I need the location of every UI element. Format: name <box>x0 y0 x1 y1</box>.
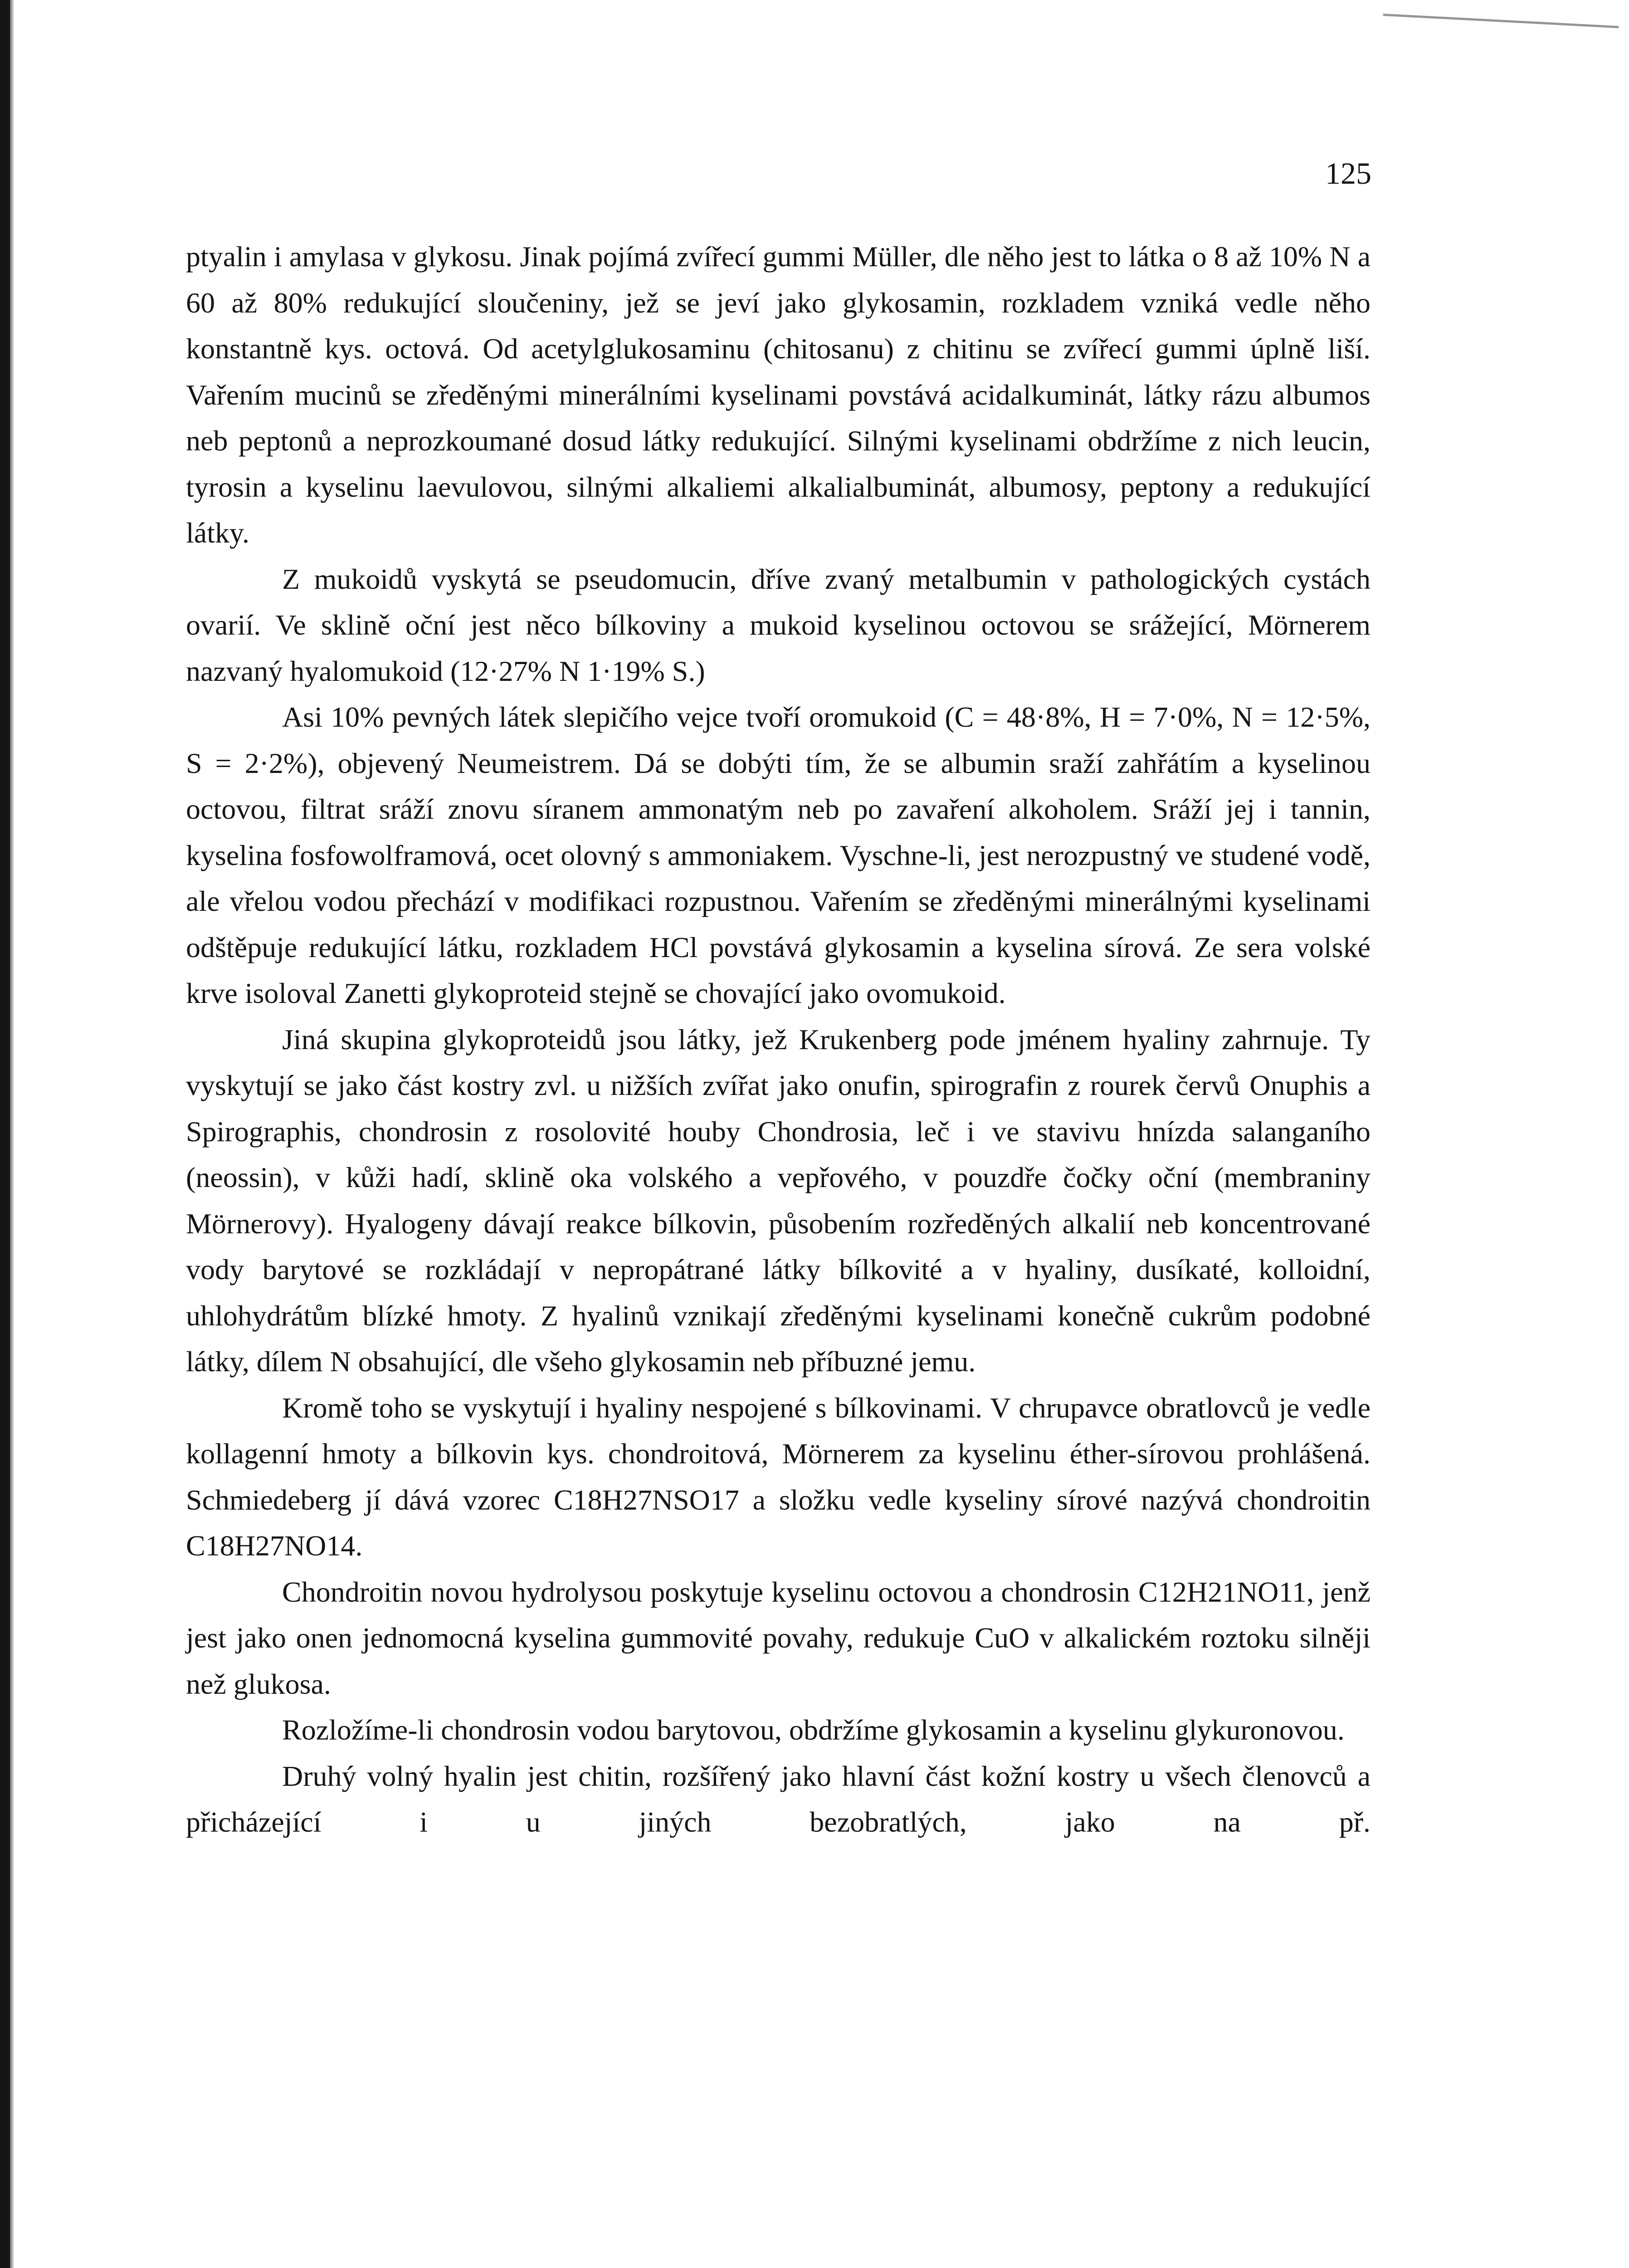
scan-corner-mark <box>1382 14 1619 55</box>
paragraph-6: Chondroitin novou hydrolysou poskytuje kyselinu octovou a chondrosin C12H21NO11, jenž jest jako onen jednomocná kyselina gummovité povahy, redukuje CuO v alkalickém roztoku silněji než glukosa. <box>186 1575 1371 1700</box>
spine-gradient <box>10 0 15 2268</box>
paragraph-3: Asi 10% pevných látek slepičího vejce tvoří oromukoid (C = 48·8%, H = 7·0%, N = 12·5%, S = 2·2%), objevený Neumeistrem. Dá se dobýti tím, že se albumin sraží zahřátím a kyselinou octovou, filtrat sráží znovu síranem ammonatým neb po zavaření alkoholem. Sráží jej i tannin, kyselina fosfowolframová, ocet olovný s ammoniakem. Vyschne-li, jest nerozpustný ve studené vodě, ale vřelou vodou přechází v modifikaci rozpustnou. Vařením se zředěnými minerálnými kyselinami odštěpuje redukující látku, rozkladem HCl povstává glykosamin a kyselina sírová. Ze sera volské krve isoloval Zanetti glykoproteid stejně se chovající jako ovomukoid. <box>186 701 1371 1009</box>
paragraph-7: Rozložíme-li chondrosin vodou barytovou, obdržíme glykosamin a kyselinu glykuronovou. <box>282 1714 1345 1746</box>
paragraph-5: Kromě toho se vyskytují i hyaliny nespojené s bílkovinami. V chrupavce obratlovců je vedle kollagenní hmoty a bílkovin kys. chondroitová, Mörnerem za kyselinu éther-sírovou prohlášená. Schmiedeberg jí dává vzorec C18H27NSO17 a složku vedle kyseliny sírové nazývá chondroitin C18H27NO14. <box>186 1391 1371 1562</box>
book-spine-shadow <box>0 0 10 2268</box>
page-number: 125 <box>1325 156 1371 191</box>
paragraph-1: ptyalin i amylasa v glykosu. Jinak pojímá zvířecí gummi Müller, dle něho jest to látka o 8 až 10% N a 60 až 80% redukující sloučeniny, jež se jeví jako glykosamin, rozkladem vzniká vedle něho konstantně kys. octová. Od acetylglukosaminu (chitosanu) z chitinu se zvířecí gummi úplně liší. Vařením mucinů se zředěnými minerálními kyselinami povstává acidalkuminát, látky rázu albumos neb peptonů a neprozkoumané dosud látky redukující. Silnými kyselinami obdržíme z nich leucin, tyrosin a kyselinu laevulovou, silnými alkaliemi alkalialbuminát, albumosy, peptony a redukující látky. <box>186 240 1371 549</box>
paragraph-8: Druhý volný hyalin jest chitin, rozšířený jako hlavní část kožní kostry u všech členovců a přicházející i u jiných bezobratlých, jako na př. <box>186 1760 1371 1838</box>
body-text <box>186 234 1371 1845</box>
paragraph-4: Jiná skupina glykoproteidů jsou látky, jež Krukenberg pode jménem hyaliny zahrnuje. Ty vyskytují se jako část kostry zvl. u nižších zvířat jako onufin, spirografin z rourek červů Onuphis a Spirographis, chondrosin z rosolovité houby Chondrosia, leč i ve stavivu hnízda salanganího (neossin), v kůži hadí, sklině oka volského a vepřového, v pouzdře čočky oční (membraniny Mörnerovy). Hyalogeny dávají reakce bílkovin, působením rozředěných alkalií neb koncentrované vody barytové se rozkládají v nepropátrané látky bílkovité a v hyaliny, dusíkaté, kolloidní, uhlohydrátům blízké hmoty. Z hyalinů vznikají zředěnými kyselinami konečně cukrům podobné látky, dílem N obsahující, dle všeho glykosamin neb příbuzné jemu. <box>186 1023 1371 1378</box>
paragraph-2: Z mukoidů vyskytá se pseudomucin, dříve zvaný metalbumin v pathologických cystách ovarií. Ve sklině oční jest něco bílkoviny a mukoid kyselinou octovou se srážející, Mörnerem nazvaný hyalomukoid (12·27% N 1·19% S.) <box>186 562 1371 687</box>
